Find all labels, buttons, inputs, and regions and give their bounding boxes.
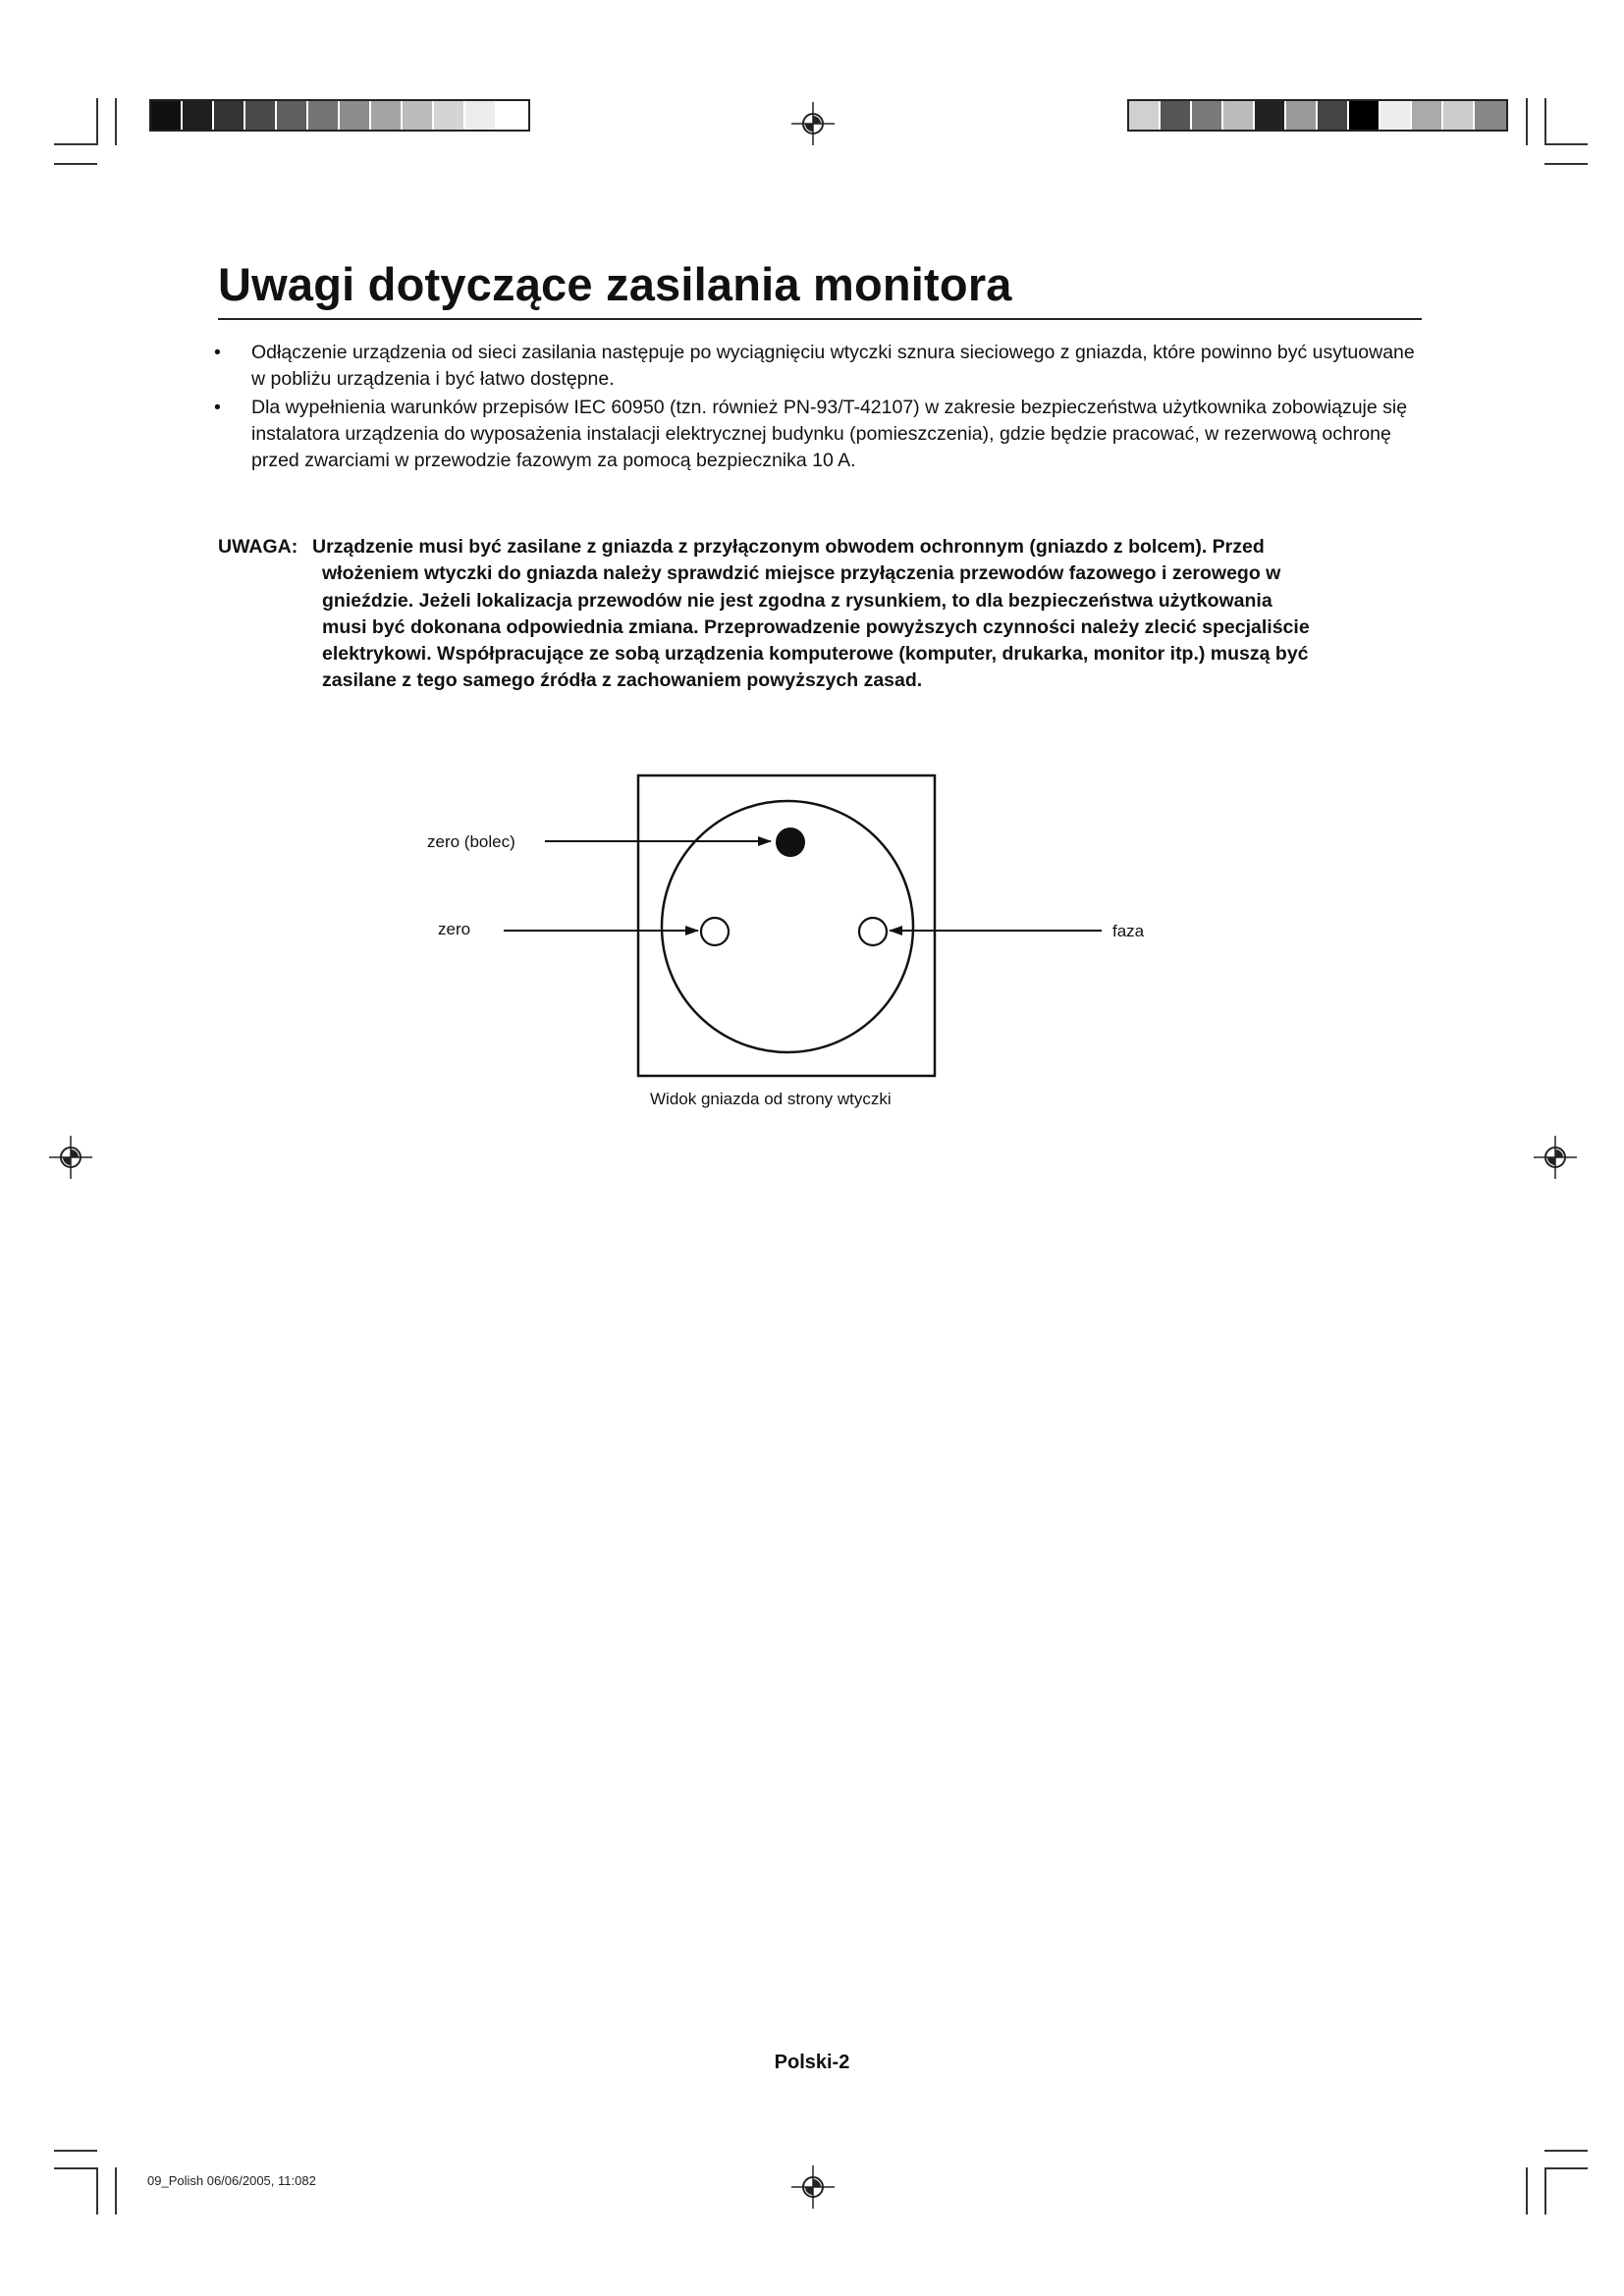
crop-mark [1526, 2167, 1528, 2215]
registration-mark-icon [49, 1136, 92, 1179]
note-line: gnieździe. Jeżeli lokalizacja przewodów nie jest zgodna z rysunkiem, to dla bezpieczeństwa użytkowania [322, 589, 1272, 612]
crop-mark [54, 163, 97, 165]
phase-hole [859, 918, 887, 945]
crop-mark [1544, 163, 1588, 165]
crop-mark [54, 2150, 97, 2152]
print-slug: 09_Polish 06/06/2005, 11:082 [147, 2173, 316, 2188]
color-bar-left [149, 99, 530, 132]
crop-mark [1526, 98, 1528, 145]
crop-mark [1544, 143, 1588, 145]
list-item [214, 395, 1428, 474]
diagram-caption: Widok gniazda od strony wtyczki [650, 1090, 892, 1108]
bullet-marker: • [214, 397, 221, 418]
crop-mark [115, 2167, 117, 2215]
crop-mark [54, 2167, 97, 2169]
label-phase: faza [1112, 922, 1145, 940]
page-number: Polski-2 [774, 2052, 850, 2073]
bullet-text: Odłączenie urządzenia od sieci zasilania następuje po wyciągnięciu wtyczki sznura sieciowego z gniazda, które powinno być usytuowane w pobliżu urządzenia i być łatwo dostępne. [251, 342, 1415, 390]
note-label: UWAGA: [218, 536, 298, 558]
page-title: Uwagi dotyczące zasilania monitora [218, 258, 1012, 310]
warning-note [218, 534, 1432, 695]
note-line: elektrykowi. Współpracujące ze sobą urządzenia komputerowe (komputer, drukarka, monitor itp.) muszą być [322, 643, 1309, 666]
registration-mark-icon [1534, 1136, 1577, 1179]
bullet-list [214, 340, 1428, 476]
label-earth: zero (bolec) [427, 832, 515, 851]
label-zero: zero [438, 920, 471, 938]
list-item [214, 340, 1428, 393]
note-line: zasilane z tego samego źródła z zachowaniem powyższych zasad. [322, 669, 923, 692]
socket-frame [638, 775, 935, 1076]
note-line: włożeniem wtyczki do gniazda należy sprawdzić miejsce przyłączenia przewodów fazowego i zerowego w [322, 562, 1281, 585]
crop-mark [1544, 98, 1546, 145]
earth-pin-hole [776, 828, 805, 857]
bullet-text: Dla wypełnienia warunków przepisów IEC 60950 (tzn. również PN-93/T-42107) w zakresie bezpieczeństwa użytkownika zobowiązuje się instalatora urządzenia do wyposażenia instalacji elektrycznej budynku (pomieszczenia), gdzie będzie pracować, w rezerwową ochronę przed zwarciami w przewodzie fazowym za pomocą bezpiecznika 10 A. [251, 397, 1408, 471]
note-line: musi być dokonana odpowiednia zmiana. Przeprowadzenie powyższych czynności należy zlecić specjaliście [322, 615, 1310, 638]
crop-mark [1544, 2150, 1588, 2152]
crop-mark [115, 98, 117, 145]
socket-face [662, 801, 913, 1052]
zero-hole [701, 918, 729, 945]
crop-mark [1544, 2167, 1546, 2215]
crop-mark [96, 98, 98, 145]
title-rule [218, 318, 1422, 320]
bullet-marker: • [214, 342, 221, 363]
note-line: Urządzenie musi być zasilane z gniazda z przyłączonym obwodem ochronnym (gniazdo z bolcem). Przed [312, 536, 1265, 558]
registration-mark-icon [791, 102, 835, 145]
crop-mark [96, 2167, 98, 2215]
registration-mark-icon [791, 2165, 835, 2209]
crop-mark [1544, 2167, 1588, 2169]
color-bar-right [1127, 99, 1508, 132]
crop-mark [54, 143, 97, 145]
